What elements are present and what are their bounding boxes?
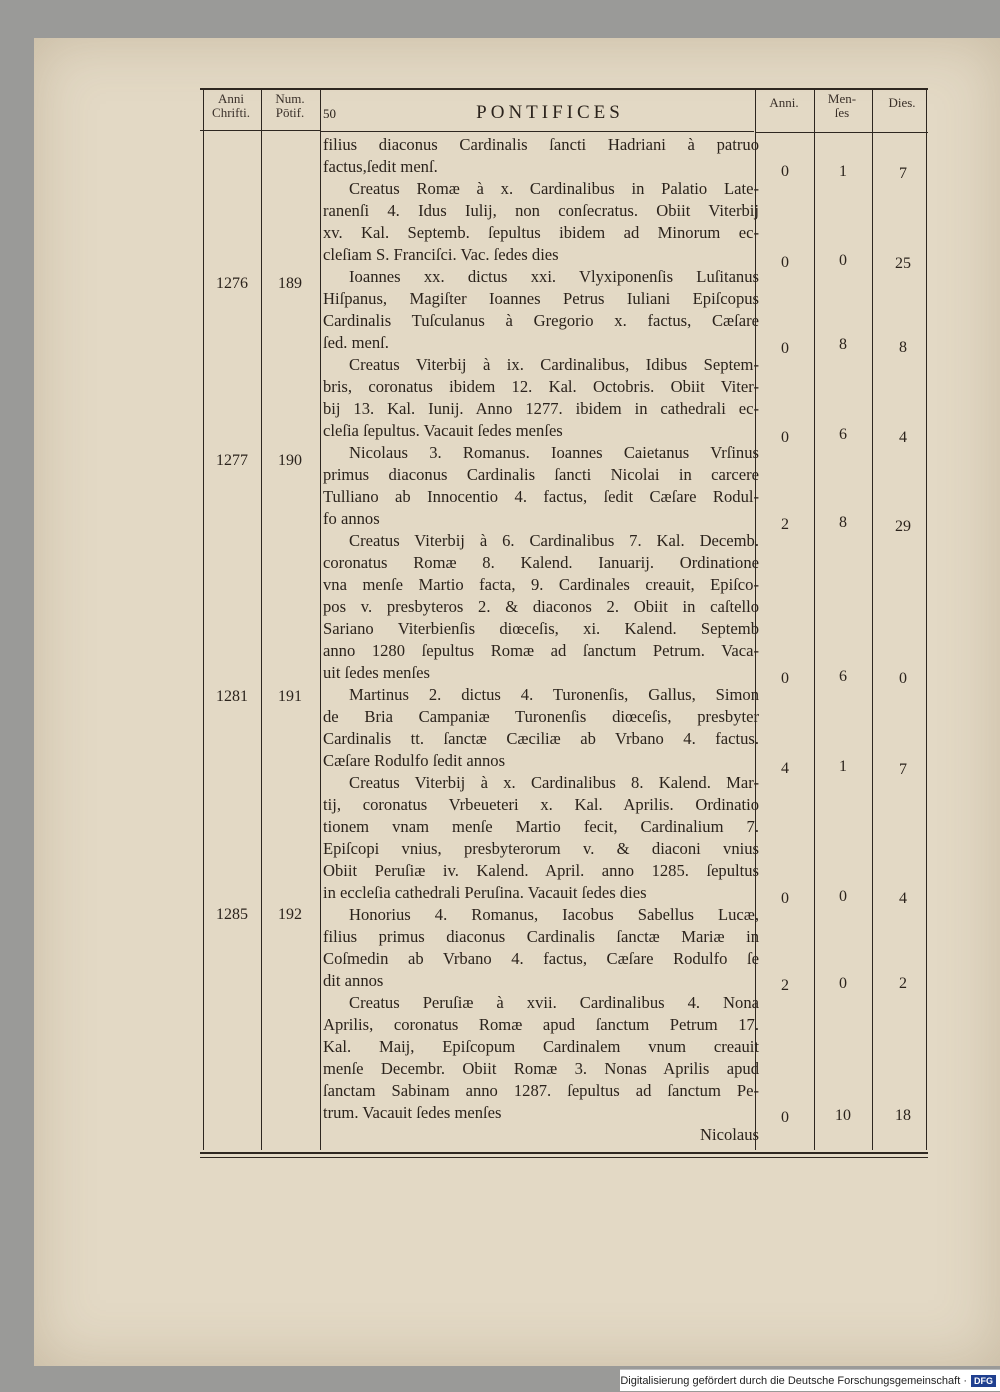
text-line: Cæſare Rodulfo ſedit annos — [323, 751, 506, 770]
text-line: Cardinalis tt. ſanctæ Cæciliæ ab Vrbano 4. factus. — [323, 729, 759, 748]
text-line: Hiſpanus, Magiſter Ioannes Petrus Iuliani Epiſcopus — [323, 289, 759, 308]
menses-value: 0 — [839, 975, 847, 992]
pontiff-num-192: 192 — [278, 906, 302, 923]
text-line: Creatus Viterbij à x. Cardinalibus 8. Kalend. Mar- — [349, 773, 759, 792]
text-line: Martinus 2. dictus 4. Turonenſis, Gallus, Simon — [349, 685, 759, 704]
text-line: pos v. presbyteros 2. & diaconos 2. Obiit in caſtello — [323, 597, 759, 616]
page-title: PONTIFICES — [476, 102, 624, 123]
anni-value: 4 — [781, 760, 789, 777]
header-menses: Men- ſes — [827, 91, 857, 120]
year-1276: 1276 — [216, 275, 248, 292]
dies-value: 8 — [899, 339, 907, 356]
text-line: Creatus Viterbij à 6. Cardinalibus 7. Kal. Decemb. — [349, 531, 759, 550]
year-1285: 1285 — [216, 906, 248, 923]
header-dies: Dies. — [888, 95, 916, 110]
text-line: Kal. Maij, Epiſcopum Cardinalem vnum creauit — [323, 1037, 759, 1056]
text-line: primus diaconus Cardinalis ſancti Nicolai in carcere — [323, 465, 759, 484]
catchword: Nicolaus — [700, 1125, 759, 1144]
text-line: Aprilis, coronatus Romæ apud ſanctum Petrum 17. — [323, 1015, 759, 1034]
dies-value: 4 — [899, 429, 907, 446]
col-divider-2 — [261, 90, 262, 1150]
text-line: menſe Decembr. Obiit Romæ 3. Nonas Aprilis apud — [323, 1059, 759, 1078]
header-rule-right — [756, 132, 928, 133]
pontiff-num-189: 189 — [278, 275, 302, 292]
menses-value: 1 — [839, 163, 847, 180]
text-line: cleſia ſepultus. Vacauit ſedes menſes — [323, 421, 563, 440]
header-num-pontif: Num. Pōtif. — [275, 91, 305, 120]
text-line: in eccleſia cathedrali Peruſina. Vacauit ſedes dies — [323, 883, 647, 902]
menses-value: 10 — [835, 1107, 851, 1124]
pontiff-num-190: 190 — [278, 452, 302, 469]
text-line: de Bria Campaniæ Turonenſis diœceſis, presbyter — [323, 707, 759, 726]
text-line: bij 13. Kal. Iunij. Anno 1277. ibidem in cathedrali ec- — [323, 399, 759, 418]
page-number: 50 — [323, 106, 336, 121]
dies-value: 29 — [895, 518, 911, 535]
text-line: fo annos — [323, 509, 380, 528]
dies-value: 7 — [899, 761, 907, 778]
col-divider-5 — [814, 90, 815, 1150]
text-line: Tulliano ab Innocentio 4. factus, ſedit Cæſare Rodul- — [323, 487, 759, 506]
text-line: xv. Kal. Septemb. ſepultus ibidem ad Minorum ec- — [323, 223, 759, 242]
header-anni-christi: Anni Chrifti. — [212, 91, 250, 120]
text-line: Cardinalis Tuſculanus à Gregorio x. factus, Cæſare — [323, 311, 759, 330]
text-line: cleſiam S. Franciſci. Vac. ſedes dies — [323, 245, 559, 264]
text-line: filius diaconus Cardinalis ſancti Hadriani à patruo — [323, 135, 759, 154]
anni-value: 2 — [781, 516, 789, 533]
year-1281: 1281 — [216, 688, 248, 705]
col-divider-6 — [872, 90, 873, 1150]
menses-value: 8 — [839, 514, 847, 531]
text-line: Nicolaus 3. Romanus. Ioannes Caietanus Vrſinus — [349, 443, 759, 462]
text-line: coronatus Romæ 8. Kalend. Ianuarij. Ordinatione — [323, 553, 759, 572]
text-line: Sariano Viterbienſis diœceſis, xi. Kalend. Septemb — [323, 619, 759, 638]
text-line: ſanctam Sabinam anno 1287. ſepultus ad ſanctum Pe- — [323, 1081, 759, 1100]
dies-value: 7 — [899, 165, 907, 182]
dies-value: 0 — [899, 670, 907, 687]
bottom-rule-thin — [200, 1157, 928, 1158]
text-line: uit ſedes menſes — [323, 663, 430, 682]
menses-value: 6 — [839, 668, 847, 685]
header-rule-text — [320, 131, 754, 132]
text-line: tij, coronatus Vrbeueteri x. Kal. Aprilis. Ordinatio — [323, 795, 759, 814]
anni-value: 0 — [781, 163, 789, 180]
anni-value: 0 — [781, 340, 789, 357]
text-line: Epiſcopi vnius, presbyterorum v. & diaconi vnius — [323, 839, 759, 858]
main-text — [323, 134, 759, 1146]
top-rule — [200, 88, 928, 90]
text-line: ſed. menſ. — [323, 333, 389, 352]
header-rule-left — [200, 130, 320, 131]
text-line: trum. Vacauit ſedes menſes — [323, 1103, 502, 1122]
text-line: Honorius 4. Romanus, Iacobus Sabellus Lucæ, — [349, 905, 759, 924]
text-line: filius primus diaconus Cardinalis ſanctæ Mariæ in — [323, 927, 759, 946]
col-divider-3 — [320, 90, 321, 1150]
col-divider-1 — [203, 90, 204, 1150]
digitization-footer — [620, 1369, 1000, 1391]
dfg-logo-icon: DFG — [971, 1375, 996, 1387]
anni-value: 2 — [781, 977, 789, 994]
text-line: vna menſe Martio facta, 9. Cardinales creauit, Epiſco- — [323, 575, 759, 594]
menses-value: 8 — [839, 336, 847, 353]
pontiff-num-191: 191 — [278, 688, 302, 705]
text-line: tionem vnam menſe Martio fecit, Cardinalium 7. — [323, 817, 759, 836]
text-line: Obiit Peruſiæ iv. Kalend. April. anno 1285. ſepultus — [323, 861, 759, 880]
anni-value: 0 — [781, 429, 789, 446]
dies-value: 25 — [895, 255, 911, 272]
text-line: Ioannes xx. dictus xxi. Vlyxiponenſis Luſitanus — [349, 267, 759, 286]
menses-value: 6 — [839, 426, 847, 443]
footer-text: Digitalisierung gefördert durch die Deutsche Forschungsgemeinschaft · — [620, 1375, 967, 1387]
text-line: Coſmedin ab Vrbano 4. factus, Cæſare Rodulfo ſe — [323, 949, 759, 968]
anni-value: 0 — [781, 1109, 789, 1126]
text-line: Creatus Romæ à x. Cardinalibus in Palatio Late- — [349, 179, 759, 198]
text-line: Creatus Peruſiæ à xvii. Cardinalibus 4. Nona — [349, 993, 759, 1012]
anni-value: 0 — [781, 254, 789, 271]
bottom-rule — [200, 1152, 928, 1154]
dies-value: 2 — [899, 975, 907, 992]
text-line: anno 1280 ſepultus Romæ ad ſanctum Petrum. Vaca- — [323, 641, 759, 660]
text-line: bris, coronatus ibidem 12. Kal. Octobris. Obiit Viter- — [323, 377, 759, 396]
dies-value: 18 — [895, 1107, 911, 1124]
menses-value: 0 — [839, 888, 847, 905]
year-1277: 1277 — [216, 452, 248, 469]
anni-value: 0 — [781, 670, 789, 687]
menses-value: 1 — [839, 758, 847, 775]
anni-value: 0 — [781, 890, 789, 907]
text-line: ranenſi 4. Idus Iulij, non conſecratus. Obiit Viterbij — [323, 201, 759, 220]
dies-value: 4 — [899, 890, 907, 907]
header-anni: Anni. — [769, 95, 799, 110]
menses-value: 0 — [839, 252, 847, 269]
text-line: factus,ſedit menſ. — [323, 157, 438, 176]
text-line: Creatus Viterbij à ix. Cardinalibus, Idibus Septem- — [349, 355, 759, 374]
text-line: dit annos — [323, 971, 384, 990]
